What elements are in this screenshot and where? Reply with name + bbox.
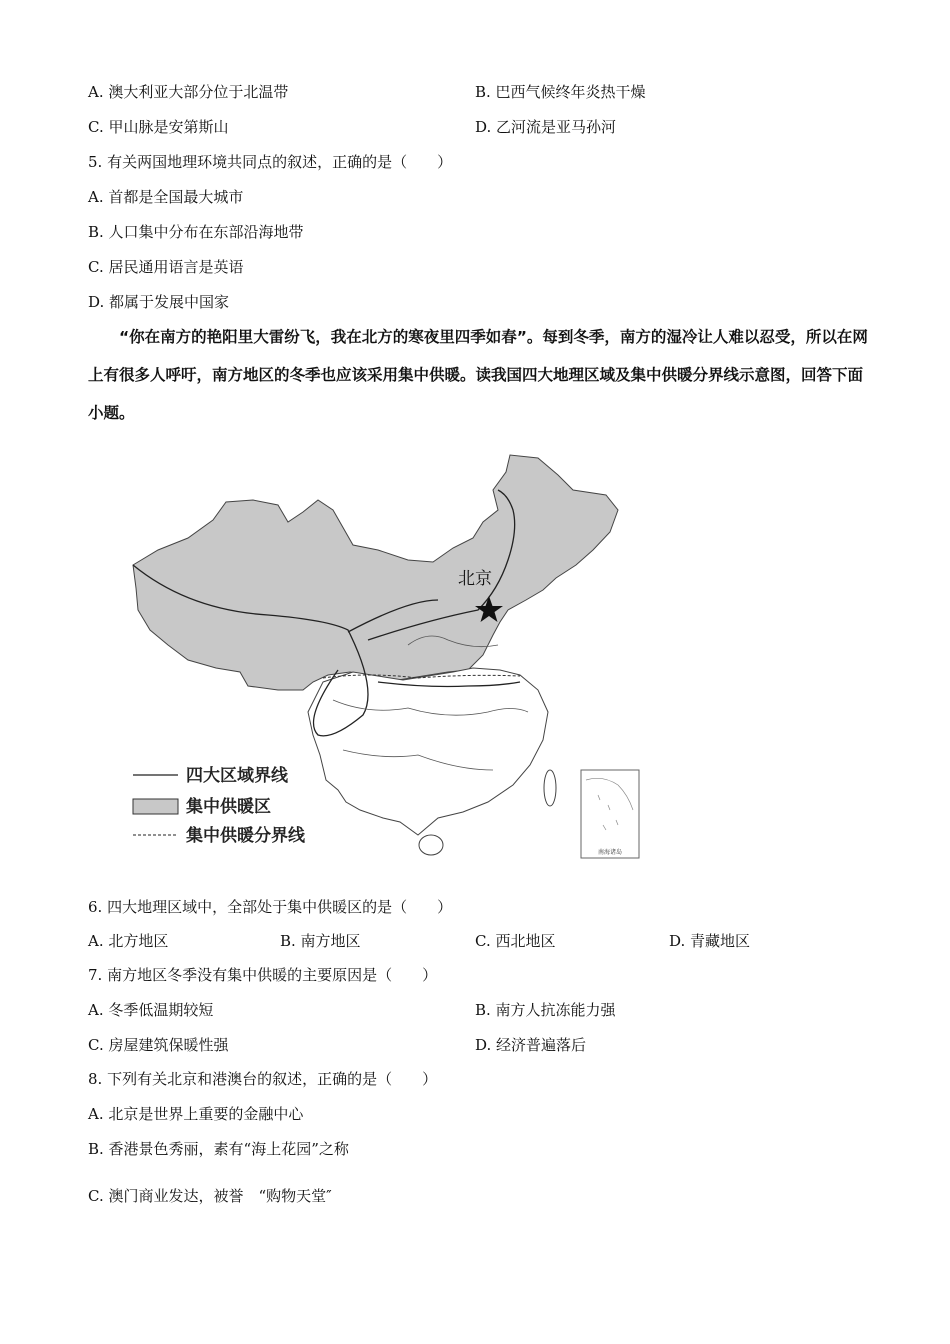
- q5-option-d: D. 都属于发展中国家: [88, 293, 230, 311]
- legend-heating-zone-label: 集中供暖区: [186, 797, 271, 816]
- inset-label: 南海诸岛: [598, 850, 623, 856]
- q6-option-c: C. 西北地区: [475, 932, 556, 950]
- q8-stem: 8. 下列有关北京和港澳台的叙述，正确的是（ ）: [88, 1070, 438, 1088]
- china-heating-map: [128, 450, 648, 862]
- reading-passage: [88, 318, 868, 432]
- q5-option-a: A. 首都是全国最大城市: [88, 188, 244, 206]
- hainan-island: [419, 835, 443, 855]
- passage-text: “你在南方的艳阳里大雷纷飞，我在北方的寒夜里四季如春”。每到冬季，南方的湿冷让人难以忍受，所以在网上有很多人呼吁，南方地区的冬季也应该采用集中供暖。读我国四大地理区域及集中供暖分界线示意图，回答下面小题。: [88, 328, 868, 422]
- beijing-label: 北京: [458, 569, 492, 588]
- q7-option-b: B. 南方人抗冻能力强: [475, 1001, 616, 1019]
- legend-region-boundary-label: 四大区域界线: [186, 766, 288, 785]
- legend-heating-zone-swatch: [133, 799, 178, 814]
- taiwan-island: [544, 770, 556, 806]
- q7-option-c: C. 房屋建筑保暖性强: [88, 1036, 229, 1054]
- q4-option-d: D. 乙河流是亚马孙河: [475, 118, 617, 136]
- q5-option-c: C. 居民通用语言是英语: [88, 258, 244, 276]
- q6-option-d: D. 青藏地区: [669, 932, 751, 950]
- south-china-sea-inset: [581, 770, 639, 858]
- heating-zone-area: [133, 455, 618, 690]
- q7-option-a: A. 冬季低温期较短: [88, 1001, 214, 1019]
- q6-stem: 6. 四大地理区域中，全部处于集中供暖区的是（ ）: [88, 898, 453, 916]
- q8-option-c: C. 澳门商业发达，被誉 “购物天堂″: [88, 1187, 332, 1205]
- q6-option-a: A. 北方地区: [88, 932, 169, 950]
- non-heating-area: [308, 668, 548, 835]
- q8-option-a: A. 北京是世界上重要的金融中心: [88, 1105, 304, 1123]
- q7-option-d: D. 经济普遍落后: [475, 1036, 587, 1054]
- q5-option-b: B. 人口集中分布在东部沿海地带: [88, 223, 304, 241]
- q8-option-b: B. 香港景色秀丽，素有“海上花园”之称: [88, 1140, 349, 1158]
- q5-stem: 5. 有关两国地理环境共同点的叙述，正确的是（ ）: [88, 153, 453, 171]
- q4-option-c: C. 甲山脉是安第斯山: [88, 118, 229, 136]
- legend-heating-boundary-label: 集中供暖分界线: [186, 826, 305, 845]
- q4-option-b: B. 巴西气候终年炎热干燥: [475, 83, 646, 101]
- q6-option-b: B. 南方地区: [280, 932, 361, 950]
- q4-option-a: A. 澳大利亚大部分位于北温带: [88, 83, 289, 101]
- q7-stem: 7. 南方地区冬季没有集中供暖的主要原因是（ ）: [88, 966, 438, 984]
